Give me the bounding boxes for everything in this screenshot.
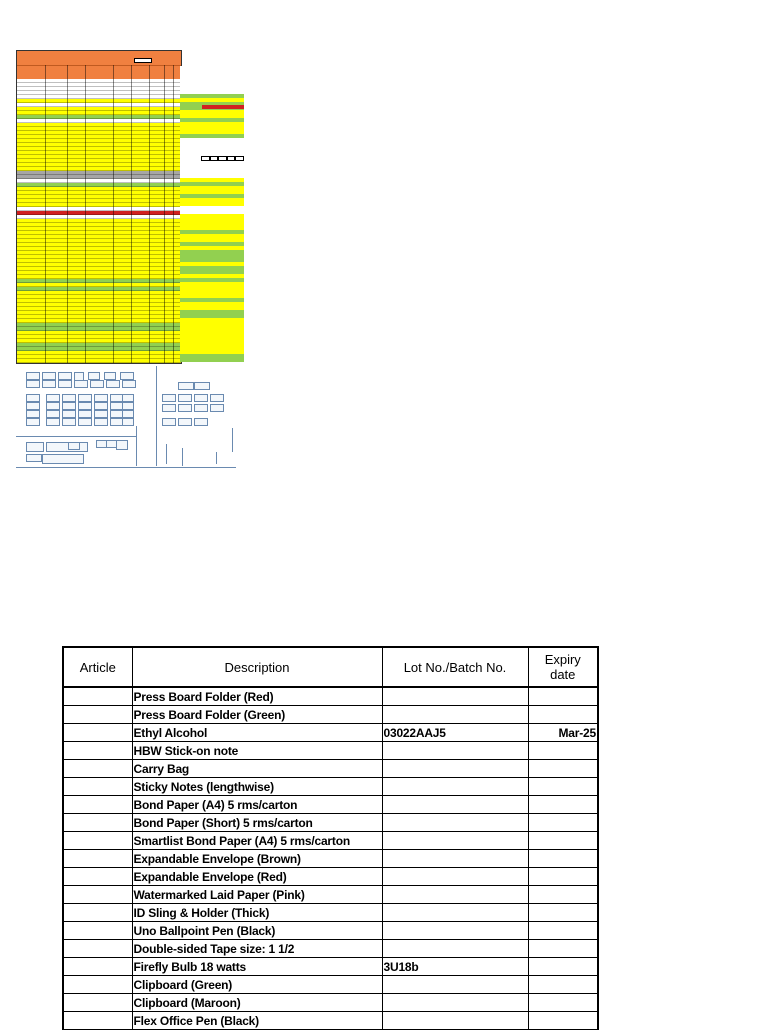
floor-plan-box [62,410,76,418]
cell-lot [382,976,528,994]
cell-article [63,922,132,940]
cell-description: Expandable Envelope (Red) [132,868,382,886]
floor-plan-box [104,372,116,380]
cell-lot [382,850,528,868]
cell-article [63,976,132,994]
floor-plan-box [58,380,72,388]
floor-plan-box [42,372,56,380]
cell-article [63,706,132,724]
table-row [63,742,598,760]
table-row [63,814,598,832]
column-header-article: Article [63,647,132,687]
table-row [63,687,598,706]
cell-description: Expandable Envelope (Brown) [132,850,382,868]
floor-plan-wall [136,426,137,466]
thumbnail-row [17,363,181,364]
table-header-row [63,647,598,687]
floor-plan-box [78,402,92,410]
table-row [63,994,598,1012]
cell-article [63,886,132,904]
cell-description: HBW Stick-on note [132,742,382,760]
floor-plan-box [46,418,60,426]
floor-plan-box [26,410,40,418]
cell-lot [382,904,528,922]
floor-plan-box [26,418,40,426]
cell-lot [382,760,528,778]
cell-description: Bond Paper (A4) 5 rms/carton [132,796,382,814]
cell-expiry [528,958,598,976]
cell-expiry [528,687,598,706]
floor-plan-box [122,394,134,402]
floor-plan-box [62,394,76,402]
floor-plan-box [94,410,108,418]
floor-plan-box [90,380,104,388]
floor-plan-box [42,454,84,464]
floor-plan-box [120,372,134,380]
table-row [63,706,598,724]
floor-plan-box [62,418,76,426]
cell-description: Flex Office Pen (Black) [132,1012,382,1030]
thumbnail-side-column [180,66,244,362]
cell-article [63,1012,132,1030]
floor-plan-box [42,380,56,388]
floor-plan-box [194,418,208,426]
cell-lot [382,796,528,814]
floor-plan-box [58,372,72,380]
cell-description: Press Board Folder (Red) [132,687,382,706]
floor-plan-box [26,394,40,402]
floor-plan-box [122,418,134,426]
cell-lot [382,742,528,760]
cell-description: Clipboard (Green) [132,976,382,994]
cell-expiry [528,742,598,760]
floor-plan-box [178,404,192,412]
cell-expiry [528,886,598,904]
cell-lot [382,1012,528,1030]
cell-description: Ethyl Alcohol [132,724,382,742]
floor-plan-wall [182,448,183,466]
cell-expiry: Mar-25 [528,724,598,742]
cell-expiry [528,976,598,994]
column-header-lot: Lot No./Batch No. [382,647,528,687]
cell-article [63,904,132,922]
floor-plan-box [88,372,100,380]
cell-description: ID Sling & Holder (Thick) [132,904,382,922]
cell-description: Smartlist Bond Paper (A4) 5 rms/carton [132,832,382,850]
thumbnail-column-header-band [17,65,181,80]
column-header-description: Description [132,647,382,687]
cell-lot [382,868,528,886]
floor-plan-box [74,380,88,388]
cell-description: Carry Bag [132,760,382,778]
inventory-table [62,646,599,1030]
cell-expiry [528,868,598,886]
table-row [63,724,598,742]
cell-article [63,958,132,976]
cell-description: Uno Ballpoint Pen (Black) [132,922,382,940]
table-row [63,922,598,940]
floor-plan-box [194,404,208,412]
table-row [63,940,598,958]
cell-description: Sticky Notes (lengthwise) [132,778,382,796]
cell-article [63,940,132,958]
table-row [63,760,598,778]
floor-plan-box [194,394,208,402]
cell-lot [382,994,528,1012]
cell-description: Press Board Folder (Green) [132,706,382,724]
cell-description: Bond Paper (Short) 5 rms/carton [132,814,382,832]
cell-article [63,850,132,868]
floor-plan-box [46,394,60,402]
floor-plan-box [210,394,224,402]
cell-lot [382,687,528,706]
cell-expiry [528,922,598,940]
thumbnail-box-row [201,156,244,161]
table-row [63,796,598,814]
floor-plan-box [178,394,192,402]
table-row [63,850,598,868]
thumbnail-title-band [17,51,181,65]
floor-plan-box [194,382,210,390]
cell-lot [382,814,528,832]
floor-plan-box [26,402,40,410]
floor-plan-box [78,418,92,426]
table-row [63,778,598,796]
floor-plan-wall [16,436,136,437]
floor-plan-wall [232,428,233,452]
cell-lot [382,886,528,904]
floor-plan-box [178,382,194,390]
cell-lot [382,832,528,850]
floor-plan-box [26,380,40,388]
floor-plan-box [46,410,60,418]
floor-plan-box [26,442,44,452]
table-row [63,904,598,922]
cell-lot [382,778,528,796]
floor-plan-box [94,402,108,410]
cell-expiry [528,814,598,832]
floor-plan-box [26,454,42,462]
floor-plan-box [116,440,128,450]
table-row [63,868,598,886]
table-row [63,976,598,994]
floor-plan-box [122,410,134,418]
cell-description: Double-sided Tape size: 1 1/2 [132,940,382,958]
cell-article [63,832,132,850]
floor-plan-wall [16,467,236,468]
cell-expiry [528,796,598,814]
floor-plan-box [162,394,176,402]
floor-plan-box [122,380,136,388]
cell-article [63,994,132,1012]
spreadsheet-thumbnail [16,50,182,364]
floor-plan-wall [216,452,217,464]
cell-lot [382,940,528,958]
cell-description: Clipboard (Maroon) [132,994,382,1012]
cell-expiry [528,904,598,922]
floor-plan-box [46,402,60,410]
cell-expiry [528,760,598,778]
column-header-expiry: Expiry date [528,647,598,687]
floor-plan-wall [166,444,167,464]
cell-expiry [528,850,598,868]
cell-expiry [528,1012,598,1030]
floor-plan-box [94,418,108,426]
cell-description: Firefly Bulb 18 watts [132,958,382,976]
thumbnail-tag-box [134,58,152,63]
cell-expiry [528,832,598,850]
cell-article [63,814,132,832]
cell-description: Watermarked Laid Paper (Pink) [132,886,382,904]
floor-plan-box [68,442,80,450]
cell-article [63,760,132,778]
table-row [63,886,598,904]
floor-plan-box [178,418,192,426]
floor-plan-box [162,418,176,426]
cell-article [63,778,132,796]
cell-lot: 3U18b [382,958,528,976]
floor-plan-box [162,404,176,412]
cell-expiry [528,940,598,958]
floor-plan-box [210,404,224,412]
thumbnail-rows [17,79,181,364]
floor-plan-wall [156,366,157,466]
table-row [63,832,598,850]
cell-expiry [528,706,598,724]
floor-plan-box [46,442,88,452]
cell-lot [382,922,528,940]
cell-expiry [528,994,598,1012]
floor-plan-box [94,394,108,402]
floor-plan-box [78,394,92,402]
cell-lot: 03022AAJ5 [382,724,528,742]
cell-article [63,724,132,742]
cell-article [63,796,132,814]
floor-plan-box [62,402,76,410]
floor-plan-box [78,410,92,418]
cell-article [63,687,132,706]
thumbnail-red-bar [202,105,244,109]
cell-article [63,868,132,886]
cell-article [63,742,132,760]
cell-expiry [528,778,598,796]
table-row [63,1012,598,1030]
cell-lot [382,706,528,724]
floor-plan-box [26,372,40,380]
table-row [63,958,598,976]
floor-plan-thumbnail [16,366,240,474]
floor-plan-box [122,402,134,410]
floor-plan-box [106,380,120,388]
